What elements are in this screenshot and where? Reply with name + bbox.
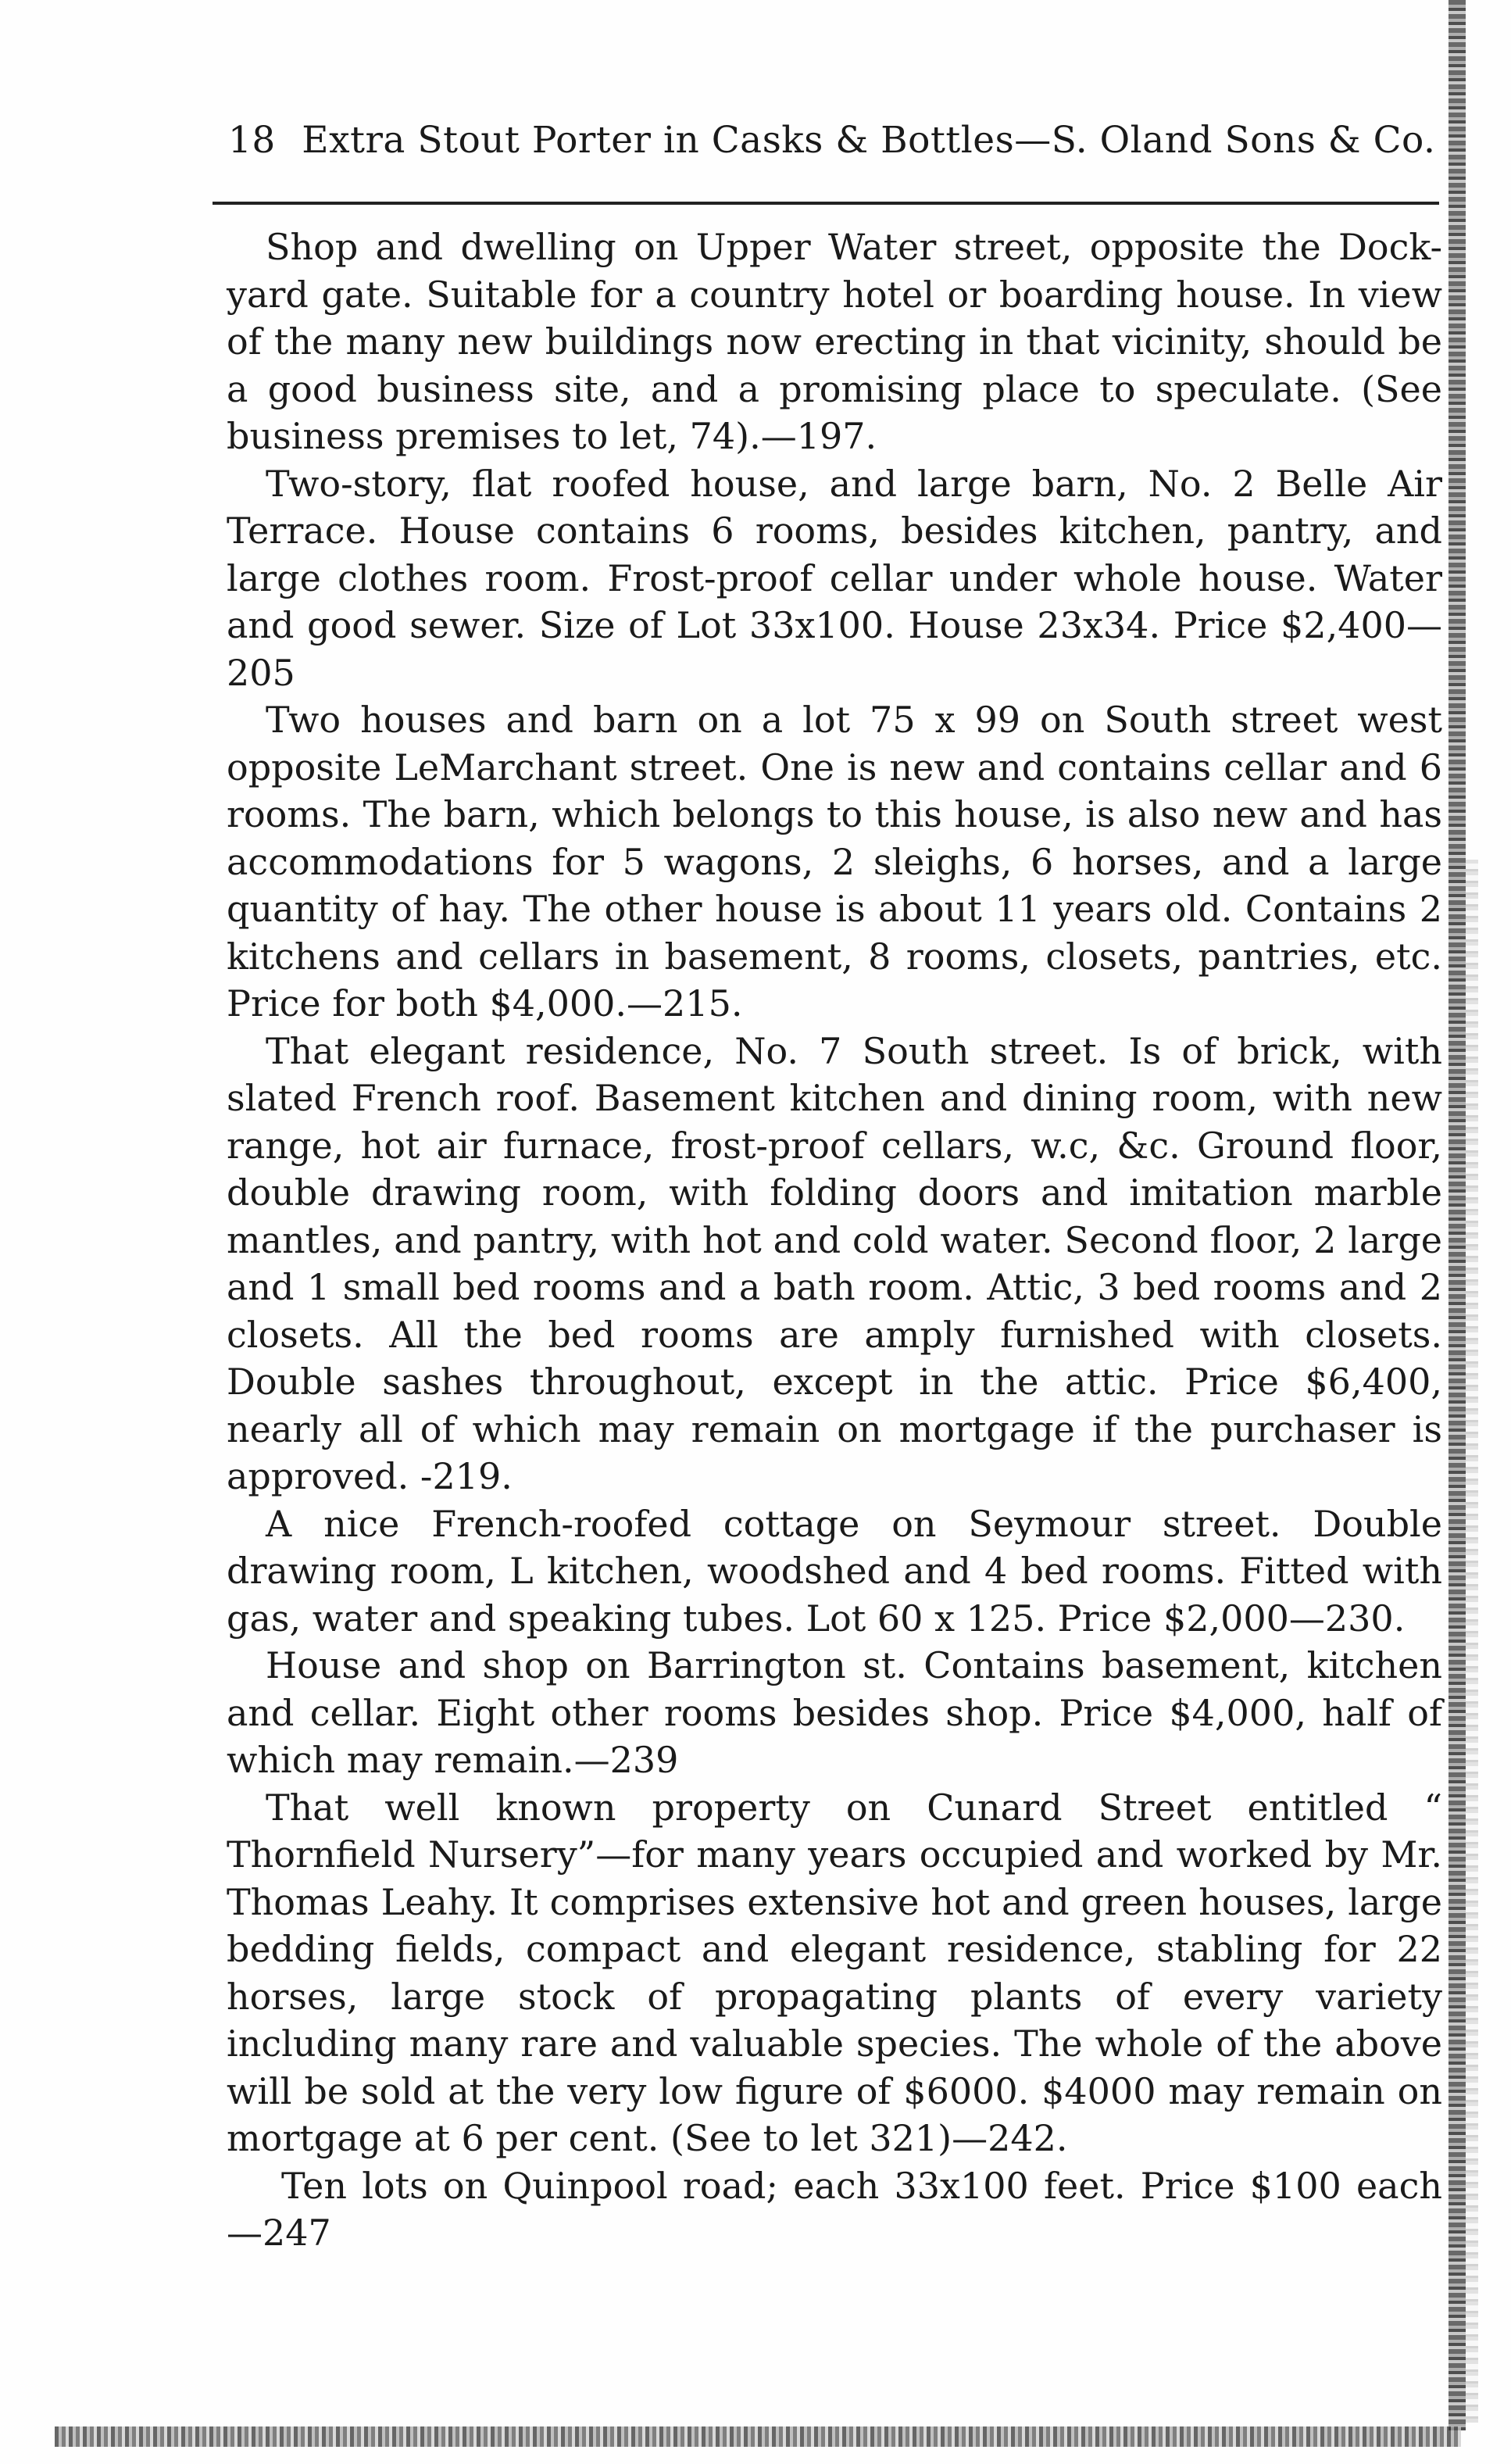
listing-219: That elegant residence, No. 7 South street. Is of brick, with slated French roof. Basement kitchen and dining room, with new range, hot air furnace, frost-proof cellars, w.c, &c. Ground floor, double drawing room, with folding doors and imitation marble mantles, and pantry, with hot and cold water. Second floor, 2 large and 1 small bed rooms and a bath room. Attic, 3 bed rooms and 2 closets. All the bed rooms are amply furnished with closets. Double sashes throughout, except in the attic. Price $6,400, nearly all of which may remain on mortgage if the purchaser is approved. -219. — [227, 1029, 1442, 1497]
running-header — [228, 117, 1447, 164]
listing-230: A nice French-roofed cottage on Seymour street. Double drawing room, L kitchen, woodshed and 4 bed rooms. Fitted with gas, water and speaking tubes. Lot 60 x 125. Price $2,000—230. — [227, 1502, 1442, 1640]
header-rule — [213, 202, 1439, 205]
page-number: 18 — [228, 119, 276, 162]
listing-215: Two houses and barn on a lot 75 x 99 on South street west opposite LeMarchant street. One is new and contains cellar and 6 rooms. The barn, which belongs to this house, is also new and has accommodations for 5 wagons, 2 sleighs, 6 horses, and a large quantity of hay. The other house is about 11 years old. Contains 2 kitchens and cellars in basement, 8 rooms, closets, pantries, etc. Price for both $4,000.—215. — [227, 699, 1442, 1025]
listing-205: Two-story, flat roofed house, and large barn, No. 2 Belle Air Terrace. House contains 6 rooms, besides kitchen, pantry, and large clothes room. Frost-proof cellar under whole house. Water and good sewer. Size of Lot 33x100. House 23x34. Price $2,400—205 — [227, 462, 1442, 694]
listing-247: Ten lots on Quinpool road; each 33x100 feet. Price $100 each —247 — [227, 2164, 1442, 2254]
page-bottom-edge — [55, 2426, 1461, 2447]
listing-239: House and shop on Barrington st. Contains basement, kitchen and cellar. Eight other rooms besides shop. Price $4,000, half of which may remain.—239 — [227, 1644, 1442, 1781]
listing-197: Shop and dwelling on Upper Water street, opposite the Dock-yard gate. Suitable for a country hotel or boarding house. In view of the many new buildings now erecting in that vicinity, should be a good business site, and a promising place to speculate. (See business premises to let, 74).—197. — [227, 226, 1442, 457]
page-edge-speckle — [1466, 860, 1478, 2423]
property-listings — [227, 224, 1442, 2257]
listing-242: That well known property on Cunard Street entitled “ Thornfield Nursery”—for many years occupied and worked by Mr. Thomas Leahy. It comprises extensive hot and green houses, large bedding fields, compact and elegant residence, stabling for 22 horses, large stock of propagating plants of every variety including many rare and valuable species. The whole of the above will be sold at the very low figure of $6000. $4000 may remain on mortgage at 6 per cent. (See to let 321)—242. — [227, 1786, 1442, 2159]
page-binding-edge — [1448, 0, 1466, 2430]
running-title: Extra Stout Porter in Casks & Bottles—S. Oland Sons & Co. — [302, 119, 1436, 162]
